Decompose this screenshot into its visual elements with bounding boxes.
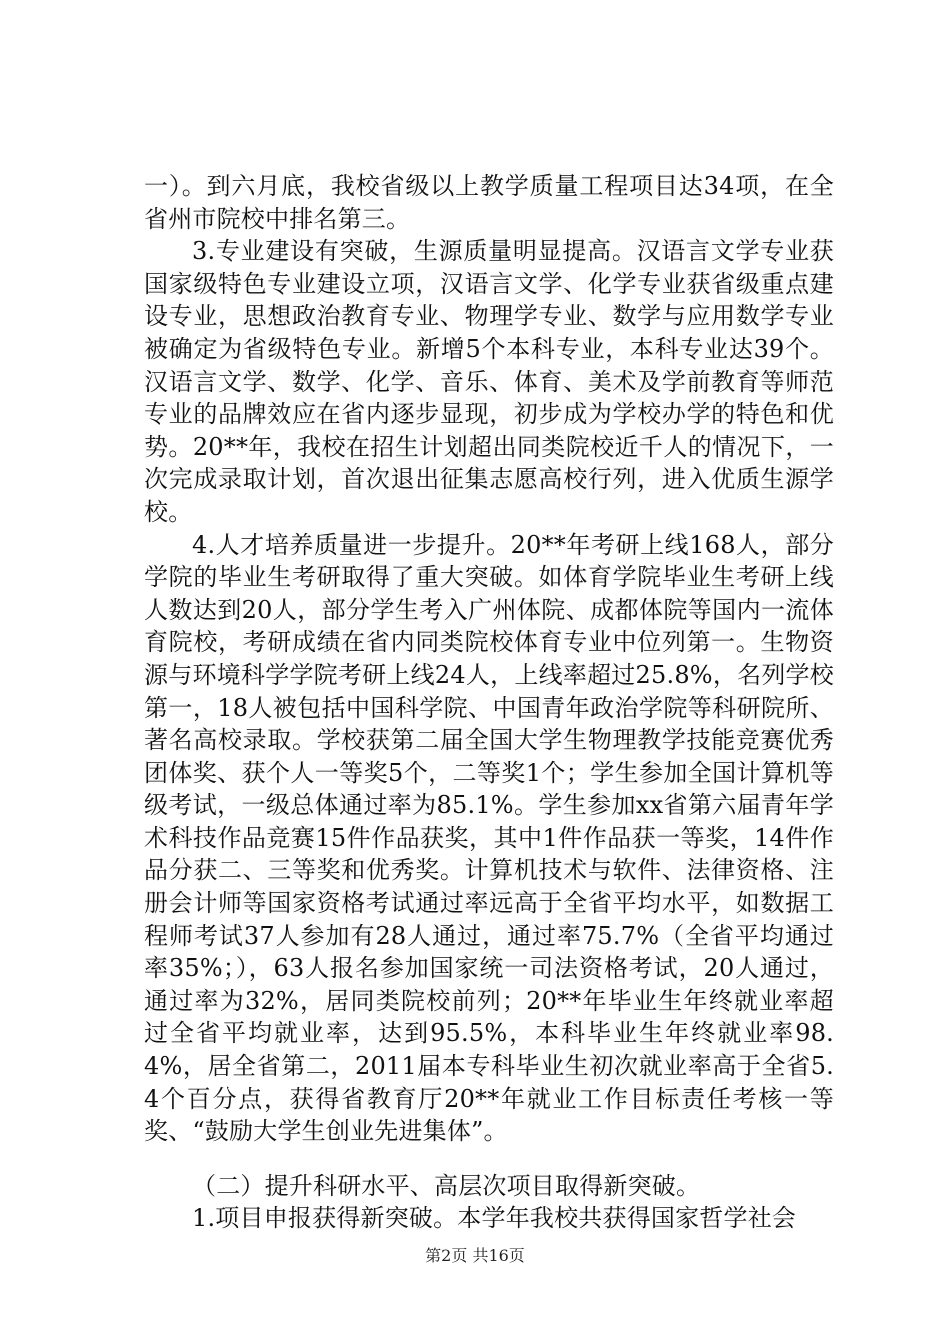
paragraph-1: 一）。到六月底，我校省级以上教学质量工程项目达34项，在全省州市院校中排名第三。: [144, 172, 834, 233]
page-footer: 第2页 共16页: [425, 1246, 525, 1265]
paragraph-3: 4.人才培养质量进一步提升。20**年考研上线168人，部分学院的毕业生考研取得了重大突破。如体育学院毕业生考研上线人数达到20人，部分学生考入广州体院、成都体院等国内一流体育院校，考研成绩在省内同类院校体育专业中位列第一。生物资源与环境科学学院考研上线24人，上线率超过25.8%，名列学校第一，18人被包括中国科学院、中国青年政治学院等科研院所、著名高校录取。学校获第二届全国大学生物理教学技能竞赛优秀团体奖、获个人一等奖5个，二等奖1个；学生参加全国计算机等级考试，一级总体通过率为85.1%。学生参加xx省第六届青年学术科技作品竞赛15件作品获奖，其中1件作品获一等奖，14件作品分获二、三等奖和优秀奖。计算机技术与软件、法律资格、注册会计师等国家资格考试通过率远高于全省平均水平，如数据工程师考试37人参加有28人通过，通过率75.7%（全省平均通过率35%；），63人报名参加国家统一司法资格考试，20人通过，通过率为32%，居同类院校前列；20**年毕业生年终就业率超过全省平均就业率，达到95.5%，本科毕业生年终就业率98.4%，居全省第二，2011届本专科毕业生初次就业率高于全省5.4个百分点，获得省教育厅20**年就业工作目标责任考核一等奖、“鼓励大学生创业先进集体”。: [144, 530, 834, 1146]
document-body: [144, 170, 834, 1235]
section-gap: [144, 1148, 834, 1170]
section-heading: （二）提升科研水平、高层次项目取得新突破。: [192, 1171, 701, 1200]
paragraph-4: 1.项目申报获得新突破。本学年我校共获得国家哲学社会: [192, 1204, 797, 1233]
paragraph-2: 3.专业建设有突破，生源质量明显提高。汉语言文学专业获国家级特色专业建设立项，汉语言文学、化学专业获省级重点建设专业，思想政治教育专业、物理学专业、数学与应用数学专业被确定为省级特色专业。新增5个本科专业，本科专业达39个。汉语言文学、数学、化学、音乐、体育、美术及学前教育等师范专业的品牌效应在省内逐步显现，初步成为学校办学的特色和优势。20**年，我校在招生计划超出同类院校近千人的情况下，一次完成录取计划，首次退出征集志愿高校行列，进入优质生源学校。: [144, 237, 834, 526]
